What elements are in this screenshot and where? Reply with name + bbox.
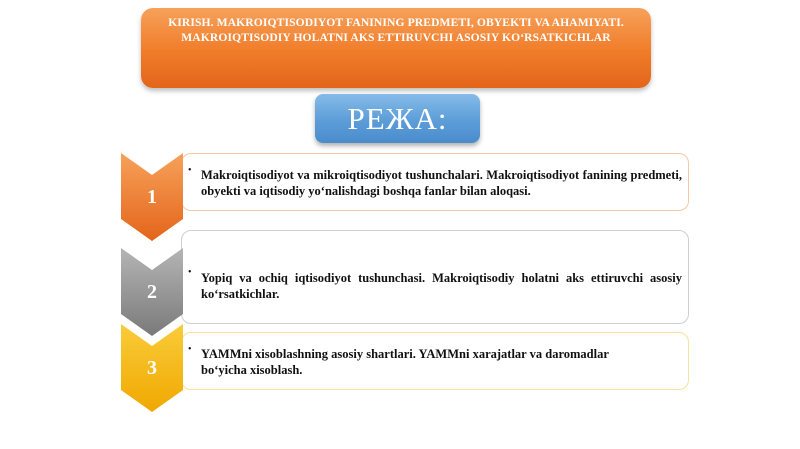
item-text-3: YAMMni xisoblashning asosiy shartlari. YAMMni xarajatlar va daromadlar bo‘yicha xisoblash. bbox=[201, 347, 609, 377]
bullet-icon: • bbox=[188, 267, 192, 278]
chevron-3 bbox=[121, 324, 183, 412]
title-banner bbox=[141, 8, 651, 88]
item-card-3 bbox=[181, 332, 689, 390]
chevron-1 bbox=[121, 153, 183, 241]
chevron-2 bbox=[121, 248, 183, 336]
item-number-1: 1 bbox=[147, 186, 157, 208]
plan-banner bbox=[315, 94, 480, 143]
bullet-icon: • bbox=[188, 165, 192, 176]
item-text-2: Yopiq va ochiq iqtisodiyot tushunchasi. Makroiqtisodiy holatni aks ettiruvchi asosiy ko‘rsatkichlar. bbox=[201, 271, 682, 301]
plan-label: РЕЖА: bbox=[347, 100, 448, 136]
item-number-3: 3 bbox=[147, 357, 157, 379]
item-text-1: Makroiqtisodiyot va mikroiqtisodiyot tushunchalari. Makroiqtisodiyot fanining predmeti, obyekti va iqtisodiy yo‘nalishdagi boshqa fanlar bilan aloqasi. bbox=[201, 168, 682, 198]
item-number-2: 2 bbox=[147, 281, 157, 303]
bullet-icon: • bbox=[188, 344, 192, 355]
item-card-1 bbox=[181, 153, 689, 211]
item-card-2 bbox=[181, 230, 689, 324]
slide-title: KIRISH. MAKROIQTISODIYOT FANINING PREDMETI, OBYEKTI VA AHAMIYATI. MAKROIQTISODIY HOLATNI AKS ETTIRUVCHI ASOSIY KO‘RSATKICHLAR bbox=[168, 16, 624, 44]
